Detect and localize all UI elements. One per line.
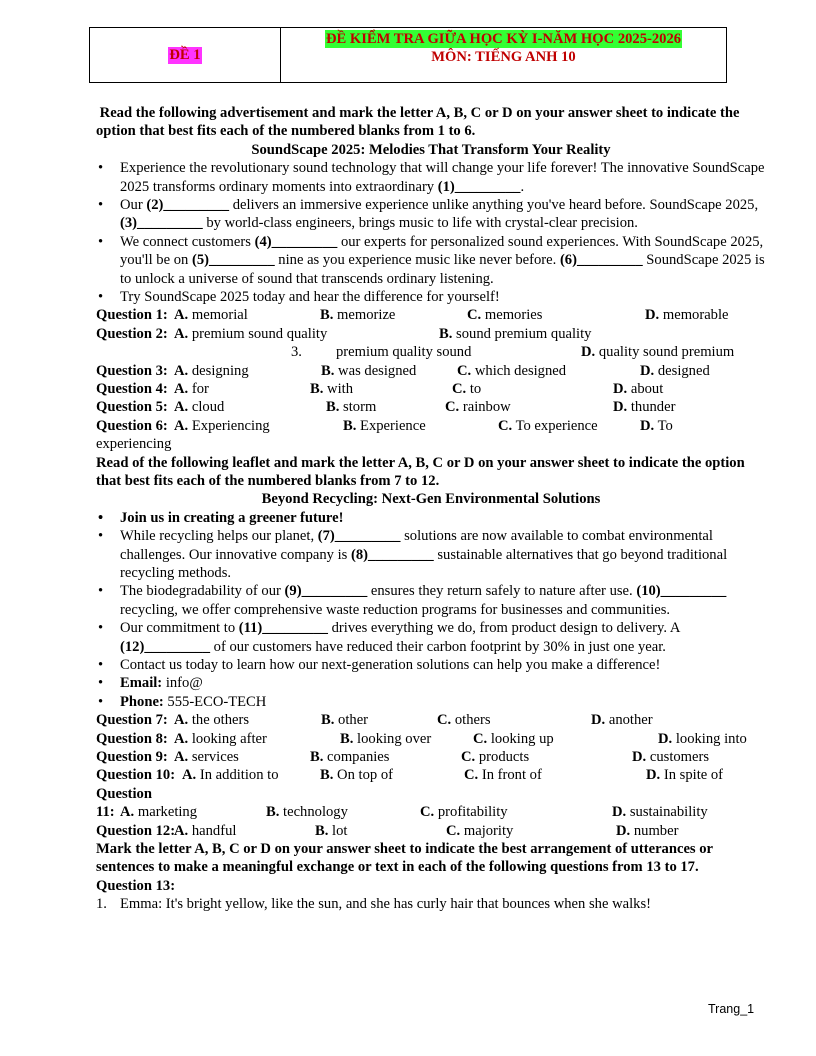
exam-code-cell <box>90 28 281 82</box>
section2-passage <box>96 509 766 711</box>
question-1: Question 1: A. memorial B. memorize C. memories D. memorable <box>96 307 729 324</box>
exam-title: ĐỀ KIỂM TRA GIỮA HỌC KỲ I-NĂM HỌC 2025-2026 <box>325 31 682 47</box>
option-b: B. lot <box>315 822 348 839</box>
option-d: D. quality sound premium <box>581 344 735 361</box>
question-7: Question 7: A. the others B. other C. others D. another <box>96 712 653 729</box>
option-a: A. handful <box>174 822 237 839</box>
section1-title: SoundScape 2025: Melodies That Transform Your Reality <box>251 141 611 158</box>
section2-title: Beyond Recycling: Next-Gen Environmental Solutions <box>261 491 601 508</box>
option-d: D. sustainability <box>612 804 708 821</box>
question-10: Question 10: A. In addition to B. On top of C. In front of D. In spite of <box>96 767 724 784</box>
option-a: A. looking after <box>174 730 267 747</box>
option-c: C. To experience <box>498 417 598 434</box>
question-13-items <box>96 895 766 913</box>
option-b: B. sound premium quality <box>439 325 592 342</box>
option-a: A. services <box>174 749 239 766</box>
option-a: A. premium sound quality <box>174 325 328 342</box>
option-b: B. memorize <box>320 307 396 324</box>
option-c: C. profitability <box>420 804 508 821</box>
question-5: Question 5: A. cloud B. storm C. rainbow D. thunder <box>96 399 676 416</box>
question-11: 11: A. marketing B. technology C. profitability D. sustainability <box>96 804 708 821</box>
option-c: C. which designed <box>457 362 567 379</box>
option-b: B. other <box>321 712 369 729</box>
option-d: D. another <box>591 712 653 729</box>
section3-instruction: Mark the letter A, B, C or D on your answer sheet to indicate the best arrangement of utterances or sentences to make a meaningful exchange or text in each of the following questions from 13 to 17. <box>96 841 713 876</box>
option-d: D. thunder <box>613 399 676 416</box>
option-c: C. products <box>461 749 530 766</box>
phone-line: • Phone: 555-ECO-TECH <box>96 693 766 711</box>
option-a: A. the others <box>174 712 250 729</box>
option-d: D. number <box>616 822 679 839</box>
option-c: C. memories <box>467 307 543 324</box>
option-d: D. customers <box>632 749 710 766</box>
option-b: B. companies <box>310 749 390 766</box>
section1-passage <box>96 159 766 306</box>
question-11-label: Question <box>96 785 152 802</box>
passage-bullet: • The biodegradability of our (9)_________ ensures they return safely to nature after use. (10)_________ recycling, we offer comprehensive waste reduction programs for businesses and communities. <box>96 582 766 619</box>
list-item: 1. Emma: It's bright yellow, like the sun, and she has curly hair that bounces when she walks! <box>96 896 651 913</box>
question-6: Question 6: A. Experiencing B. Experience C. To experience D. To <box>96 417 673 434</box>
question-3: Question 3: A. designing B. was designed C. which designed D. designed <box>96 362 710 379</box>
question-9: Question 9: A. services B. companies C. products D. customers <box>96 749 710 766</box>
option-a: A. In addition to <box>182 767 279 784</box>
option-a: A. memorial <box>174 307 248 324</box>
passage-bullet: • Contact us today to learn how our next-generation solutions can help you make a difference! <box>96 656 766 674</box>
option-d: D. In spite of <box>646 767 724 784</box>
question-4: Question 4: A. for B. with C. to D. about <box>96 381 664 398</box>
option-a: A. marketing <box>120 804 198 821</box>
exam-title-cell <box>281 28 726 82</box>
option-c: C. majority <box>446 822 514 839</box>
passage-bullet: • Our commitment to (11)_________ drives everything we do, from product design to delivery. A (12)_________ of our customers have reduced their carbon footprint by 30% in just one year. <box>96 619 766 656</box>
option-c: C. to <box>452 381 482 398</box>
section1-instruction: Read the following advertisement and mark the letter A, B, C or D on your answer sheet to indicate the option that best fits each of the numbered blanks from 1 to 6. <box>96 105 744 140</box>
option-b: B. looking over <box>340 730 432 747</box>
option-c: C. others <box>437 712 491 729</box>
question-12: Question 12: A. handful B. lot C. majority D. number <box>96 822 679 839</box>
exam-code: ĐỀ 1 <box>169 46 201 63</box>
option-d: D. about <box>613 381 664 398</box>
option-b: B. was designed <box>321 362 417 379</box>
option-a: A. cloud <box>174 399 225 416</box>
option-b: B. technology <box>266 804 348 821</box>
exam-subject: MÔN: TIẾNG ANH 10 <box>431 49 576 65</box>
option-a: A. for <box>174 381 209 398</box>
page-number: Trang_1 <box>708 1002 755 1016</box>
email-line: • Email: info@ <box>96 674 766 692</box>
option-c: C. rainbow <box>445 399 511 416</box>
section2-instruction: Read of the following leaflet and mark the letter A, B, C or D on your answer sheet to indicate the option that best fits each of the numbered blanks from 7 to 12. <box>96 454 745 490</box>
option-d: D. looking into <box>658 730 747 747</box>
passage-bullet: • We connect customers (4)_________ our experts for personalized sound experiences. With SoundScape 2025, you'll be on (5)_________ nine as you experience music like never before. (6)_________ SoundScape 2025 is to unlock a universe of sound that transcends ordinary listening. <box>96 233 766 288</box>
option-d: D. To <box>640 417 673 434</box>
passage-bullet: • While recycling helps our planet, (7)_________ solutions are now available to combat environmental challenges. Our innovative company is (8)_________ sustainable alternatives that go beyond traditional recycling methods. <box>96 527 766 582</box>
question-13-label: Question 13: <box>96 877 176 894</box>
option-a: A. Experiencing <box>174 417 270 434</box>
option-b: B. Experience <box>343 417 426 434</box>
option-b: B. with <box>310 381 353 398</box>
passage-bullet: • Join us in creating a greener future! <box>96 509 766 527</box>
option-c: premium quality sound <box>336 344 472 361</box>
passage-bullet: • Experience the revolutionary sound technology that will change your life forever! The innovative SoundScape 2025 transforms ordinary moments into extraordinary (1)_________. <box>96 159 766 196</box>
option-d: D. memorable <box>645 307 729 324</box>
option-b: B. On top of <box>320 767 393 784</box>
option-c: C. looking up <box>473 730 554 747</box>
exam-header <box>89 27 727 83</box>
option-d: D. designed <box>640 362 710 379</box>
passage-bullet: • Try SoundScape 2025 today and hear the difference for yourself! <box>96 288 766 306</box>
option-c: C. In front of <box>464 767 542 784</box>
question-2: Question 2: A. premium sound quality B. sound premium quality <box>96 325 592 342</box>
document-body <box>96 104 766 914</box>
question-2-cont: 3. premium quality sound D. quality sound premium <box>291 344 735 361</box>
passage-bullet: • Our (2)_________ delivers an immersive experience unlike anything you've heard before. SoundScape 2025, (3)_________ by world-class engineers, brings music to life with crystal-clear precision. <box>96 196 766 233</box>
question-6-cont: experiencing <box>96 436 172 453</box>
option-b: B. storm <box>326 399 377 416</box>
question-8: Question 8: A. looking after B. looking over C. looking up D. looking into <box>96 730 747 747</box>
option-a: A. designing <box>174 362 249 379</box>
